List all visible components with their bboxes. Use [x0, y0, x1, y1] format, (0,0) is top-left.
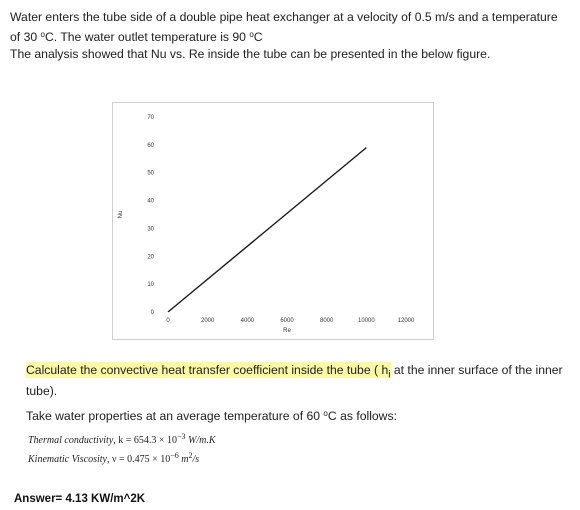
kinematic-viscosity-exp: −6 [170, 451, 179, 460]
problem-text-line1: Water enters the tube side of a double pipe heat exchanger at a velocity of 0.5 m/s and a temperature of [10, 10, 558, 44]
question-highlight-text: Calculate the convective heat transfer coefficient inside the tube ( h [26, 363, 389, 377]
kinematic-viscosity-label: Kinematic Viscosity [28, 454, 107, 465]
y-tick-label: 20 [147, 254, 154, 261]
problem-statement [10, 9, 570, 46]
x-tick-label: 4000 [240, 318, 255, 324]
y-tick-label: 0 [150, 310, 154, 316]
degree-symbol: o [323, 409, 328, 418]
thermal-conductivity-unit: W/m.K [185, 435, 216, 446]
y-tick-label: 30 [147, 226, 154, 233]
x-tick-label: 10000 [357, 318, 375, 324]
kinematic-viscosity [28, 451, 199, 465]
properties-intro [26, 409, 397, 423]
thermal-conductivity-exp: −3 [177, 432, 186, 441]
thermal-conductivity [28, 432, 216, 446]
question-text [26, 362, 578, 400]
answer-text: Answer= 4.13 KW/m^2K [14, 493, 146, 505]
kinematic-viscosity-value: , ν = 0.475 × 10 [106, 454, 171, 465]
chart-svg [113, 103, 433, 339]
outlet-text: C. The water outlet temperature is 90 [44, 30, 246, 44]
x-tick-label: 0 [166, 318, 170, 324]
degree-symbol: o [249, 30, 254, 39]
x-tick-label: 12000 [397, 318, 415, 324]
y-axis-label: Nu [118, 210, 124, 219]
x-tick-label: 6000 [280, 318, 294, 324]
series-line [168, 148, 366, 312]
x-axis-label: Re [283, 328, 291, 334]
inlet-temperature: 30 [23, 30, 38, 44]
y-tick-label: 50 [147, 170, 154, 177]
thermal-conductivity-value: , k = 654.3 × 10 [113, 435, 178, 446]
properties-intro-tail: C as follows: [327, 409, 397, 423]
y-tick-label: 10 [147, 282, 154, 289]
analysis-statement: The analysis showed that Nu vs. Re inside the tube can be presented in the below figure. [10, 47, 491, 61]
thermal-conductivity-label: Thermal conductivity [28, 435, 114, 446]
degree-symbol: o [40, 30, 45, 39]
y-tick-label: 70 [147, 115, 154, 121]
subscript-i: i [388, 369, 391, 381]
question-highlight [26, 362, 391, 381]
x-tick-label: 8000 [319, 318, 334, 324]
x-tick-label: 2000 [200, 318, 215, 324]
properties-intro-text: Take water properties at an average temperature of 60 [26, 409, 321, 423]
kinematic-viscosity-unit-exp: 2 [188, 451, 193, 460]
outlet-unit: C [253, 30, 263, 44]
question-rest: at the inner surface of the inner tube). [26, 363, 563, 399]
kinematic-viscosity-unit-tail: /s [192, 454, 200, 465]
y-tick-label: 60 [147, 142, 154, 149]
kinematic-viscosity-unit: m [178, 454, 189, 465]
nu-vs-re-chart [112, 102, 434, 340]
y-tick-label: 40 [147, 198, 154, 205]
